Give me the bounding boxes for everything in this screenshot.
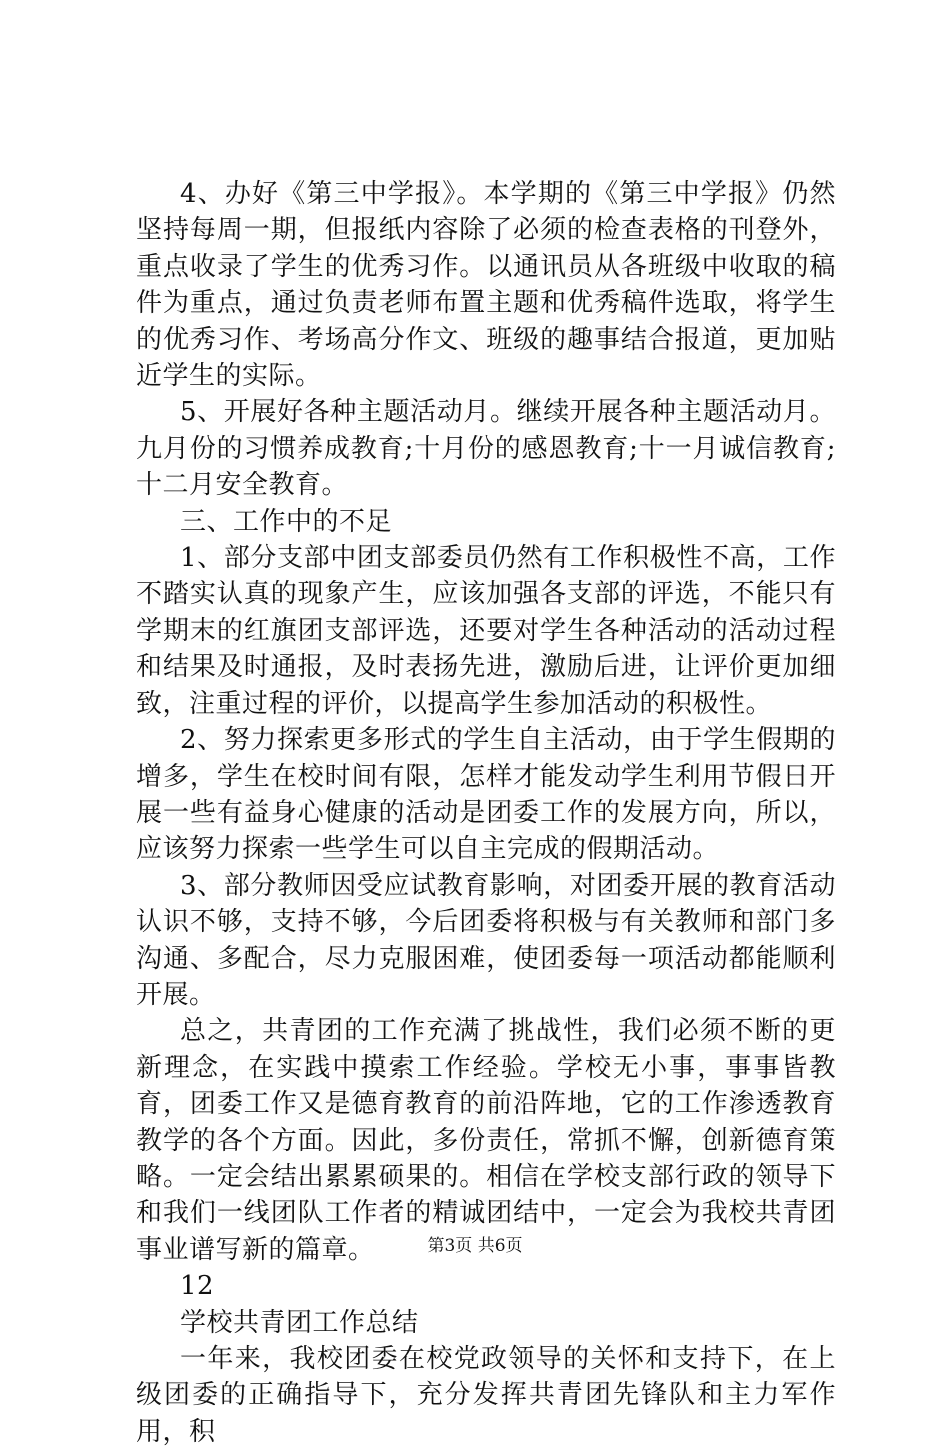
paragraph-shortcoming-3: 3、部分教师因受应试教育影响，对团委开展的教育活动认识不够，支持不够，今后团委将积极与有关教师和部门多沟通、多配合，尽力克服困难，使团委每一项活动都能顺利开展。 [136, 870, 836, 1010]
section-number: 12 [180, 1271, 215, 1302]
paragraph-conclusion: 总之，共青团的工作充满了挑战性，我们必须不断的更新理念，在实践中摸索工作经验。学校无小事，事事皆教育，团委工作又是德育教育的前沿阵地，它的工作渗透教育教学的各个方面。因此，多份责任，常抓不懈，创新德育策略。一定会结出累累硕果的。相信在学校支部行政的领导下和我们一线团队工作者的精诚团结中，一定会为我校共青团事业谱写新的篇章。 [136, 1016, 836, 1265]
document-title: 学校共青团工作总结 [180, 1307, 419, 1338]
paragraph-shortcoming-2: 2、努力探索更多形式的学生自主活动，由于学生假期的增多，学生在校时间有限，怎样才能发动学生利用节假日开展一些有益身心健康的活动是团委工作的发展方向，所以，应该努力探索一些学生可以自主完成的假期活动。 [136, 725, 836, 865]
paragraph-theme-activity-months: 5、开展好各种主题活动月。继续开展各种主题活动月。九月份的习惯养成教育;十月份的感恩教育;十一月诚信教育;十二月安全教育。 [136, 397, 836, 501]
paragraph-school-newspaper: 4、办好《第三中学报》。本学期的《第三中学报》仍然坚持每周一期，但报纸内容除了必须的检查表格的刊登外，重点收录了学生的优秀习作。以通讯员从各班级中收取的稿件为重点，通过负责老师布置主题和优秀稿件选取，将学生的优秀习作、考场高分作文、班级的趣事结合报道，更加贴近学生的实际。 [136, 179, 836, 392]
document-body [136, 176, 836, 1450]
section-heading-shortcomings: 三、工作中的不足 [180, 506, 393, 537]
page-footer: 第3页 共6页 [427, 1236, 523, 1256]
paragraph-intro: 一年来，我校团委在校党政领导的关怀和支持下，在上级团委的正确指导下，充分发挥共青团先锋队和主力军作用，积 [136, 1344, 836, 1447]
paragraph-shortcoming-1: 1、部分支部中团支部委员仍然有工作积极性不高，工作不踏实认真的现象产生，应该加强各支部的评选，不能只有学期末的红旗团支部评选，还要对学生各种活动的活动过程和结果及时通报，及时表扬先进，激励后进，让评价更加细致，注重过程的评价，以提高学生参加活动的积极性。 [136, 543, 836, 719]
